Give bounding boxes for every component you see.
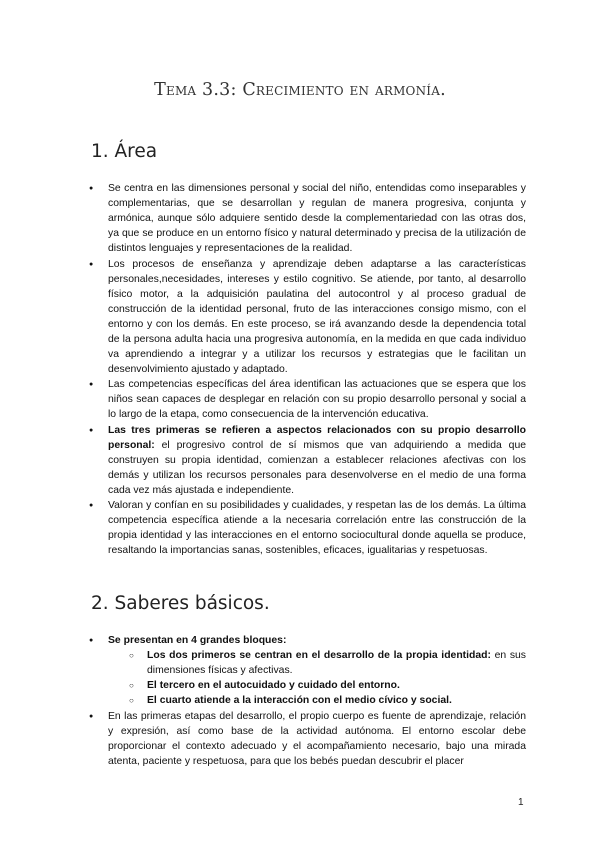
list-item: ● Las competencias específicas del área identifican las actuaciones que se espera que los niños sean capaces de desplegar en relación con su propio desarrollo personal y social a lo largo de la etapa, como consecuencia de la intervención educativa. (108, 377, 526, 422)
list-item: ● Valoran y confían en su posibilidades y cualidades, y respetan las de los demás. La última competencia específica atiende a la necesaria correlación entre las construcción de la propia identidad y las interacciones en el entorno sociocultural donde aquella se produce, resaltando la importancias sanas, sostenibles, eficaces, igualitarias y respetuosas. (108, 498, 526, 558)
document-title: Tema 3.3: Crecimiento en armonía. (154, 80, 446, 100)
section-heading-saberes: 2. Saberes básicos. (91, 593, 270, 614)
sub-list-item: ○ El tercero en el autocuidado y cuidado del entorno. (147, 678, 526, 693)
area-bullet-list (108, 181, 526, 559)
section-heading-area: 1. Área (91, 141, 158, 162)
list-item (108, 633, 526, 708)
saberes-bullet-list (108, 633, 526, 769)
list-item: ● Los procesos de enseñanza y aprendizaje deben adaptarse a las características personales,necesidades, intereses y estilo cognitivo. Se atiende, por tanto, al desarrollo físico motor, a la adquisición paulatina del autocontrol y al proceso gradual de construcción de la identidad personal, fruto de las interacciones consigo mismo, con el entorno y con los demás. En este proceso, se irá avanzando desde la dependencia total de la persona adulta hacia una progresiva autonomía, en la medida en que cada individuo va aprendiendo a integrar y a utilizar los recursos y estrategias que le facilitan un desenvolvimiento ajustado y adaptado. (108, 257, 526, 377)
sub-list-item: ○ El cuarto atiende a la interacción con el medio cívico y social. (147, 693, 526, 708)
sub-list-item: ○ Los dos primeros se centran en el desarrollo de la propia identidad: en sus dimensiones físicas y afectivas. (147, 648, 526, 678)
blocks-sublist (108, 648, 526, 708)
bold-lead: Se presentan en 4 grandes bloques: (108, 635, 287, 646)
list-item: ● Las tres primeras se refieren a aspectos relacionados con su propio desarrollo personal: el progresivo control de sí mismos que van adquiriendo a medida que construyen su propia identidad, comienzan a establecer relaciones afectivas con los demás y utilizan los recursos personales para desenvolverse en el medio de una forma cada vez más ajustada e independiente. (108, 423, 526, 498)
bold-lead: Las tres primeras se refieren a aspectos relacionados con su propio desarrollo personal: (108, 424, 526, 451)
list-item: ● Se centra en las dimensiones personal y social del niño, entendidas como inseparables y complementarias, que se desarrollan y regulan de manera progresiva, conjunta y armónica, aunque sólo adquiere sentido desde la complementariedad con las otras dos, ya que se produce en un entorno físico y natural determinado y precisa de la utilización de distintos lenguajes y representaciones de la realidad. (108, 181, 526, 256)
list-item: ● En las primeras etapas del desarrollo, el propio cuerpo es fuente de aprendizaje, relación y expresión, así como base de la actividad autónoma. El entorno escolar debe proporcionar el contexto adecuado y el acompañamiento necesario, bajo una mirada atenta, paciente y respetuosa, para que los bebés puedan descubrir el placer (108, 709, 526, 769)
page-number: 1 (518, 797, 524, 808)
